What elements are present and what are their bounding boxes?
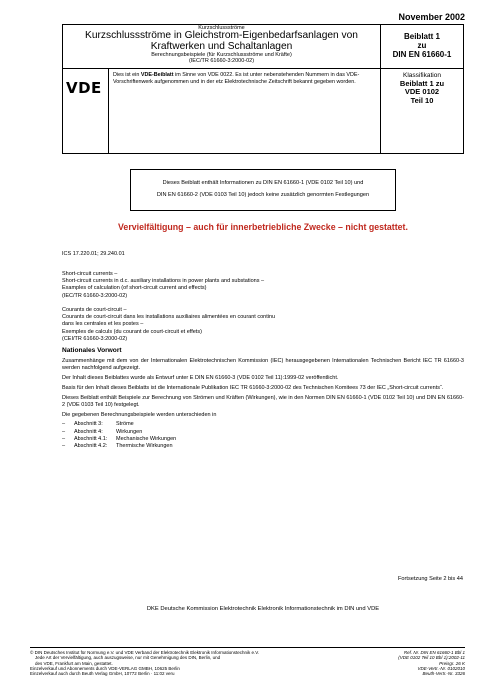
french-title-line: Exemples de calculs (du courant de court-circuit et effets)	[62, 328, 202, 335]
footer-divider	[30, 647, 465, 648]
list-item	[62, 429, 464, 436]
dke-line: DKE Deutsche Kommission Elektrotechnik Elektronik Informationstechnik im DIN und VDE	[146, 606, 380, 612]
continuation-note: Fortsetzung Seite 2 bis 44	[398, 576, 463, 582]
list-label: Abschnitt 3:	[74, 421, 103, 428]
footer-left-line: Einzelverkauf auch durch Beuth Verlag GmbH, 10772 Berlin · 11:02 veru	[30, 671, 175, 677]
list-dash: –	[62, 435, 66, 442]
klass-line-2: VDE 0102	[404, 87, 440, 96]
header-table	[62, 24, 464, 154]
english-title-line: Examples of calculation (of short-circuit current and effects)	[62, 285, 207, 292]
footer-reference	[398, 650, 465, 676]
list-label: Abschnitt 4.2:	[74, 443, 108, 449]
list-item	[62, 421, 464, 428]
vorwort-paragraph-3: Basis für den Inhalt dieses Beiblatts ist die Internationale Publikation IEC TR 61660-3:2000-02 des Technischen Komitees 73 der IEC „Short-circuit currents“.	[62, 384, 444, 391]
english-title-line: Short-circuit currents –	[62, 271, 118, 277]
info-line-1: Dieses Beiblatt enthält Informationen zu DIN EN 61660-1 (VDE 0102 Teil 10) und	[162, 180, 364, 186]
french-title-line: Courants de court-circuit dans les installations auxiliaires alimentées en courant continu	[62, 314, 276, 321]
footer-right-line: Preisgr. 26 K	[439, 660, 465, 666]
reproduction-notice: Vervielfältigung – auch für innerbetriebliche Zwecke – nicht gestattet.	[118, 222, 408, 232]
klass-line-3: Teil 10	[410, 95, 434, 105]
vorwort-paragraph-5: Die gegebenen Berechnungsbeispiele werden unterschieden in	[62, 411, 217, 418]
footer-right-line: Ref. Nr. DIN EN 61660-1 Bbl 1	[403, 650, 465, 655]
beiblatt-line-2: zu	[417, 41, 427, 50]
list-text: Thermische Wirkungen	[116, 443, 173, 449]
footer-right-line: (VDE 0102 Teil 10 Bbl 1):2002-11	[398, 655, 465, 661]
french-titles	[62, 307, 462, 343]
footer-left-line: Einzelverkauf und Abonnements durch VDE-VERLAG GMBH, 10625 Berlin	[30, 665, 180, 671]
ics-codes: ICS 17.220.01; 29.240.01	[62, 251, 125, 257]
vorwort-heading: Nationales Vorwort	[62, 347, 122, 354]
main-title: Kurzschlussströme in Gleichstrom-Eigenbedarfsanlagen von Kraftwerken und Schaltanlagen	[85, 30, 358, 52]
english-titles	[62, 271, 462, 300]
list-text: Wirkungen	[116, 428, 143, 435]
note-bold: VDE-Beiblatt	[140, 72, 174, 78]
klass-label: Klassifikation	[403, 72, 441, 79]
klass-line-1: Beiblatt 1 zu	[399, 78, 445, 88]
vde-logo: VDE	[66, 79, 102, 97]
list-dash: –	[62, 428, 66, 435]
footer-right-line: VDE-Vertr.-Nr. 0102010	[417, 665, 465, 671]
list-label: Abschnitt 4.1:	[74, 435, 108, 442]
list-text: Mechanische Wirkungen	[116, 435, 177, 442]
english-title-line: Short-circuit currents in d.c. auxiliary installations in power plants and substations –	[62, 278, 265, 285]
note-cell	[109, 69, 381, 153]
note-pre: Dies ist ein	[113, 72, 141, 78]
list-text: Ströme	[116, 421, 134, 428]
klassifikation-cell	[381, 69, 463, 153]
list-dash: –	[62, 443, 66, 449]
french-title-line: dans les centrales et les postes –	[62, 321, 144, 328]
french-title-line: Courants de court-circuit –	[62, 307, 127, 313]
subtitle-line-2: (IEC/TR 61660-3:2000-02)	[188, 58, 255, 64]
note-post: im Sinne von VDE 0022. Es ist unter nebenstehenden Nummern in das VDE-Vorschriftenwerk aufgenommen und in der etz Elektrotechnische Zeitschrift bekannt gegeben worden.	[113, 72, 360, 85]
beiblatt-cell	[381, 25, 463, 69]
list-item	[62, 436, 464, 443]
beiblatt-line-1: Beiblatt 1	[403, 32, 440, 41]
logo-cell	[63, 69, 109, 153]
vorwort-body	[62, 358, 464, 450]
beiblatt-line-3: DIN EN 61660-1	[392, 50, 452, 59]
english-title-line: (IEC/TR 61660-3:2000-02)	[62, 292, 128, 299]
footer-left-line: des VDE, Frankfurt am Main, gestattet.	[35, 660, 113, 666]
footer-copyright	[30, 650, 370, 676]
footer-left-line: Jede Art der Vervielfältigung, auch auszugsweise, nur mit Genehmigung des DIN, Berlin, und	[35, 655, 221, 661]
footer-left-line: © DIN Deutsches Institut für Normung e.V. und VDE Verband der Elektrotechnik Elektronik Informationstechnik e.V.	[30, 650, 260, 655]
info-line-2: DIN EN 61660-2 (VDE 0103 Teil 10) jedoch keine zusätzlich genormten Festlegungen	[156, 192, 370, 198]
vde-note	[113, 72, 377, 85]
small-title: Kurzschlussströme	[198, 25, 245, 31]
publication-date: November 2002	[398, 12, 465, 22]
footer-right-line: Beuth-Vertr.-Nr. 3326	[422, 671, 465, 677]
list-label: Abschnitt 4:	[74, 428, 103, 435]
subtitle-line-1: Berechnungsbeispiele (für Kurzschlussströme und Kräfte)	[151, 52, 292, 58]
list-dash: –	[62, 421, 66, 428]
vorwort-paragraph-2: Der Inhalt dieses Beiblattes wurde als Entwurf unter E DIN EN 61660-3 (VDE 0102 Teil 11):1999-02 veröffentlicht.	[62, 375, 339, 381]
french-title-line: (CEI/TR 61660-3:2000-02)	[62, 335, 128, 342]
vorwort-paragraph-4: Dieses Beiblatt enthält Beispiele zur Berechnung von Strömen und Kräften (Wirkungen), wie in den Normen DIN EN 61660-1 (VDE 0102 Teil 10) und DIN EN 61660-2 (VDE 0103 Teil 10) festgelegt.	[62, 394, 464, 408]
title-cell	[63, 25, 381, 69]
vorwort-paragraph-1: Zusammenhänge mit dem von der Internationalen Elektrotechnischen Kommission (IEC) herausgegebenen Internationalen Technischen Bericht IEC TR 61660-3 werden nachfolgend aufgezeigt.	[62, 358, 464, 372]
info-box	[130, 169, 396, 211]
list-item	[62, 443, 464, 450]
